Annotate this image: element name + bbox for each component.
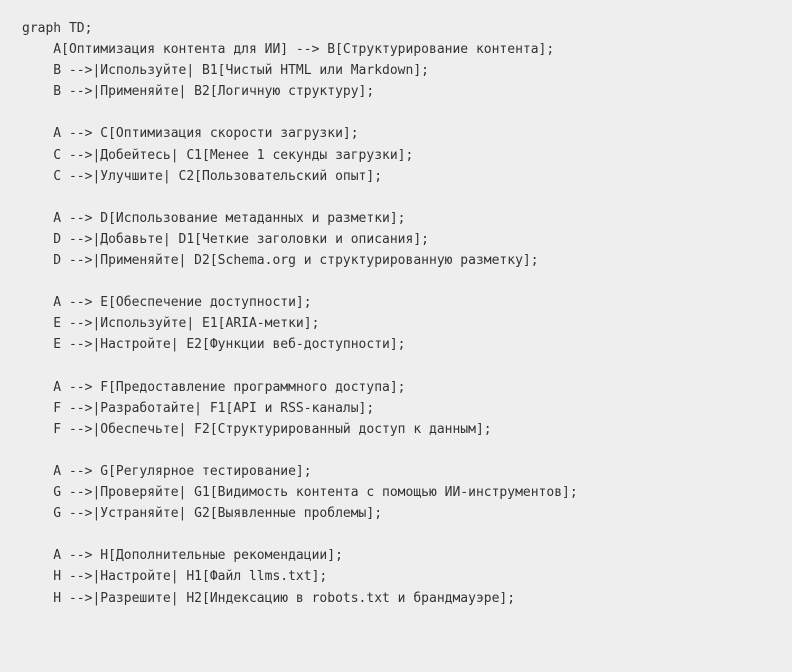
code-line-blank xyxy=(22,524,776,545)
code-line: A --> F[Предоставление программного доступа]; xyxy=(22,379,406,395)
code-line: A[Оптимизация контента для ИИ] --> B[Структурирование контента]; xyxy=(22,42,555,58)
code-line: D -->|Применяйте| D2[Schema.org и структурированную разметку]; xyxy=(22,253,539,269)
code-line: G -->|Устраняйте| G2[Выявленные проблемы]; xyxy=(22,506,383,522)
code-line-blank xyxy=(22,271,776,292)
code-line: G -->|Проверяйте| G1[Видимость контента с помощью ИИ-инструментов]; xyxy=(22,485,578,501)
code-line: F -->|Разработайте| F1[API и RSS-каналы]; xyxy=(22,400,375,416)
code-line: A --> E[Обеспечение доступности]; xyxy=(22,295,312,311)
code-line: C -->|Добейтесь| C1[Менее 1 секунды загрузки]; xyxy=(22,147,414,163)
code-line: A --> G[Регулярное тестирование]; xyxy=(22,463,312,479)
code-line-blank xyxy=(22,102,776,123)
code-line: C -->|Улучшите| C2[Пользовательский опыт]; xyxy=(22,168,383,184)
code-line: E -->|Используйте| E1[ARIA-метки]; xyxy=(22,316,320,332)
code-line-blank xyxy=(22,440,776,461)
code-line: E -->|Настройте| E2[Функции веб-доступности]; xyxy=(22,337,406,353)
code-line: F -->|Обеспечьте| F2[Структурированный доступ к данным]; xyxy=(22,421,492,437)
code-line: H -->|Разрешите| H2[Индексацию в robots.txt и брандмауэре]; xyxy=(22,590,516,606)
code-line: B -->|Используйте| B1[Чистый HTML или Markdown]; xyxy=(22,63,429,79)
code-line: A --> H[Дополнительные рекомендации]; xyxy=(22,548,343,564)
code-line: A --> D[Использование метаданных и разметки]; xyxy=(22,210,406,226)
code-line: B -->|Применяйте| B2[Логичную структуру]; xyxy=(22,84,375,100)
code-line: D -->|Добавьте| D1[Четкие заголовки и описания]; xyxy=(22,231,429,247)
code-line: graph TD; xyxy=(22,21,93,36)
code-line-blank xyxy=(22,356,776,377)
code-line: A --> C[Оптимизация скорости загрузки]; xyxy=(22,126,359,142)
code-line-blank xyxy=(22,187,776,208)
code-line: H -->|Настройте| H1[Файл llms.txt]; xyxy=(22,569,328,585)
